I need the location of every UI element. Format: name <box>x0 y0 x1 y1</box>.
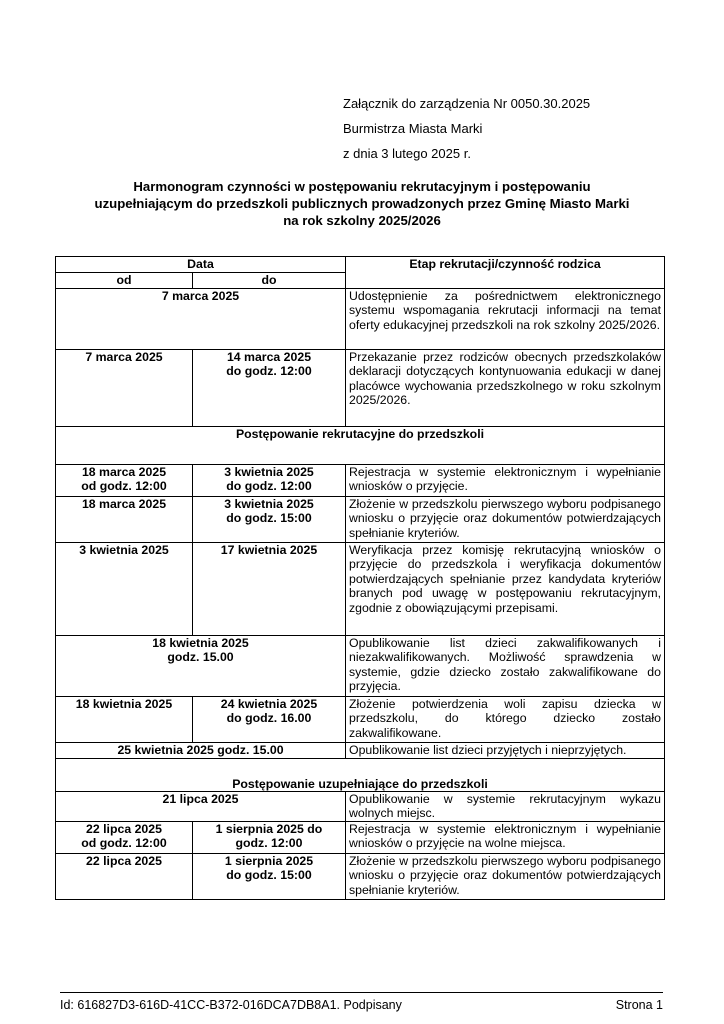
to-cell <box>193 497 346 543</box>
header-date: Data <box>56 257 346 273</box>
action-cell: Rejestracja w systemie elektronicznym i wypełnianie wniosków o przyjęcie na wolne miejsca. <box>346 822 665 854</box>
from-cell <box>56 465 193 497</box>
date-cell: 7 marca 2025 <box>56 289 346 350</box>
page-footer <box>60 992 663 1012</box>
from-cell <box>56 822 193 854</box>
to-date: 1 sierpnia 2025 do <box>215 822 323 836</box>
table-row <box>56 792 665 822</box>
action-cell: Weryfikacja przez komisję rekrutacyjną wniosków o przyjęcie do przedszkola i weryfikacja dokumentów potwierdzających spełnianie przez kandydata kryteriów branych pod uwagę w postępowaniu rekrutacyjnym, zgodnie z obowiązującymi przepisami. <box>346 543 665 636</box>
table-row <box>56 350 665 427</box>
to-cell <box>193 465 346 497</box>
action-cell: Złożenie w przedszkolu pierwszego wyboru podpisanego wniosku o przyjęcie oraz dokumentów potwierdzających spełnianie kryteriów. <box>346 497 665 543</box>
document-header <box>343 91 590 166</box>
date-day: 18 kwietnia 2025 <box>152 636 249 650</box>
date-time: godz. 15.00 <box>167 650 234 665</box>
table-row <box>56 743 665 759</box>
date-cell: 21 lipca 2025 <box>56 792 346 822</box>
to-time: do godz. 15:00 <box>226 868 312 883</box>
table-row <box>56 697 665 743</box>
from-cell: 18 kwietnia 2025 <box>56 697 193 743</box>
schedule-table <box>55 256 665 900</box>
from-cell: 3 kwietnia 2025 <box>56 543 193 636</box>
table-row <box>56 543 665 636</box>
to-cell: 17 kwietnia 2025 <box>193 543 346 636</box>
table-row <box>56 497 665 543</box>
from-time: od godz. 12:00 <box>81 836 167 851</box>
date-cell <box>56 636 346 697</box>
to-cell <box>193 350 346 427</box>
table-row <box>56 465 665 497</box>
to-time: do godz. 16.00 <box>226 711 312 726</box>
from-cell: 22 lipca 2025 <box>56 854 193 900</box>
page-number: Strona 1 <box>615 998 663 1012</box>
header-attachment-line: Załącznik do zarządzenia Nr 0050.30.2025 <box>343 96 591 111</box>
to-cell <box>193 822 346 854</box>
date-cell: 25 kwietnia 2025 godz. 15.00 <box>56 743 346 759</box>
header-date-line: z dnia 3 lutego 2025 r. <box>343 146 471 161</box>
to-date: 3 kwietnia 2025 <box>224 465 314 479</box>
header-from: od <box>56 273 193 289</box>
table-row <box>56 289 665 350</box>
document-title <box>60 178 664 229</box>
action-cell: Złożenie potwierdzenia woli zapisu dziecka w przedszkolu, do którego dziecko zostało zakwalifikowane. <box>346 697 665 743</box>
header-authority-line: Burmistrza Miasta Marki <box>343 121 483 136</box>
action-cell: Udostępnienie za pośrednictwem elektronicznego systemu wspomagania rekrutacji informacji na temat oferty edukacyjnej przedszkoli na rok szkolny 2025/2026. <box>346 289 665 350</box>
to-time: godz. 12:00 <box>235 836 303 851</box>
to-date: 1 sierpnia 2025 <box>224 854 314 868</box>
action-cell: Rejestracja w systemie elektronicznym i wypełnianie wniosków o przyjęcie. <box>346 465 665 497</box>
to-time: do godz. 12:00 <box>226 479 312 494</box>
from-date: 18 marca 2025 <box>81 465 167 479</box>
title-line-1: Harmonogram czynności w postępowaniu rekrutacyjnym i postępowaniu <box>133 179 591 194</box>
to-time: do godz. 15:00 <box>226 511 312 526</box>
title-line-3: na rok szkolny 2025/2026 <box>283 213 441 228</box>
table-row <box>56 854 665 900</box>
action-cell: Opublikowanie w systemie rekrutacyjnym wykazu wolnych miejsc. <box>346 792 665 822</box>
action-cell: Złożenie w przedszkolu pierwszego wyboru podpisanego wniosku o przyjęcie oraz dokumentów potwierdzających spełnianie kryteriów. <box>346 854 665 900</box>
to-time: do godz. 12:00 <box>226 364 312 379</box>
table-row <box>56 822 665 854</box>
table-row <box>56 636 665 697</box>
action-cell: Przekazanie przez rodziców obecnych przedszkolaków deklaracji dotyczących kontynuowania edukacji w danej placówce wychowania przedszkolnego w roku szkolnym 2025/2026. <box>346 350 665 427</box>
action-cell: Opublikowanie list dzieci zakwalifikowanych i niezakwalifikowanych. Możliwość sprawdzenia w systemie, gdzie dziecko zostało zakwalifikowane do przyjęcia. <box>346 636 665 697</box>
to-date: 24 kwietnia 2025 <box>220 697 318 711</box>
title-line-2: uzupełniającym do przedszkoli publicznych prowadzonych przez Gminę Miasto Marki <box>94 196 630 211</box>
from-date: 22 lipca 2025 <box>86 822 162 836</box>
action-cell: Opublikowanie list dzieci przyjętych i nieprzyjętych. <box>346 743 665 759</box>
to-date: 14 marca 2025 <box>226 350 312 364</box>
header-to: do <box>193 273 346 289</box>
section-title-recruitment: Postępowanie rekrutacyjne do przedszkoli <box>56 427 665 465</box>
from-cell: 18 marca 2025 <box>56 497 193 543</box>
document-id: Id: 616827D3-616D-41CC-B372-016DCA7DB8A1. Podpisany <box>60 998 402 1012</box>
to-date: 3 kwietnia 2025 <box>224 497 314 511</box>
section-title-supplementary: Postępowanie uzupełniające do przedszkoli <box>56 759 665 792</box>
from-cell: 7 marca 2025 <box>56 350 193 427</box>
to-cell <box>193 697 346 743</box>
from-time: od godz. 12:00 <box>81 479 167 494</box>
to-cell <box>193 854 346 900</box>
section-row <box>56 759 665 792</box>
section-row <box>56 427 665 465</box>
header-stage: Etap rekrutacji/czynność rodzica <box>346 257 665 289</box>
